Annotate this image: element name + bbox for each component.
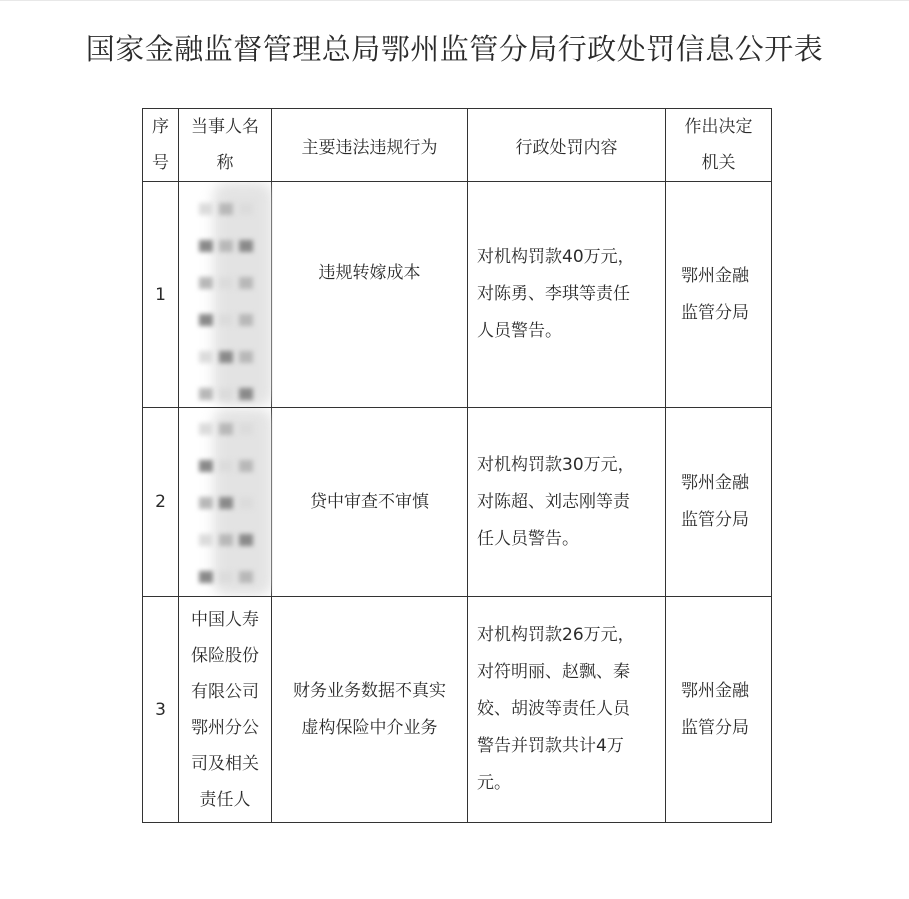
row3-party: 中国人寿 保险股份 有限公司 鄂州分公 司及相关 责任人 — [179, 597, 272, 823]
table-row — [143, 182, 772, 408]
row1-violation: 违规转嫁成本 — [272, 182, 468, 408]
row3-authority: 鄂州金融 监管分局 — [666, 597, 772, 823]
header-party: 当事人名 称 — [179, 109, 272, 182]
row3-penalty: 对机构罚款26万元， 对符明丽、赵飘、秦 姣、胡波等责任人员 警告并罚款共计4万 元。 — [468, 597, 666, 823]
table-row — [143, 408, 772, 597]
row1-penalty: 对机构罚款40万元， 对陈勇、李琪等责任 人员警告。 — [468, 182, 666, 408]
header-authority: 作出决定 机关 — [666, 109, 772, 182]
table-row — [143, 597, 772, 823]
table-header-row — [143, 109, 772, 182]
row1-authority: 鄂州金融 监管分局 — [666, 182, 772, 408]
header-penalty: 行政处罚内容 — [468, 109, 666, 182]
row3-seq: 3 — [143, 597, 179, 823]
redacted-party-name — [179, 408, 273, 596]
redacted-party-name — [179, 182, 273, 407]
penalty-table — [142, 108, 772, 823]
row3-violation: 财务业务数据不真实 虚构保险中介业务 — [272, 597, 468, 823]
page-title: 国家金融监督管理总局鄂州监管分局行政处罚信息公开表 — [85, 32, 824, 66]
row1-seq: 1 — [143, 182, 179, 408]
row1-party-redacted — [179, 182, 272, 408]
row2-violation: 贷中审查不审慎 — [272, 408, 468, 597]
row2-penalty: 对机构罚款30万元， 对陈超、刘志刚等责 任人员警告。 — [468, 408, 666, 597]
row2-seq: 2 — [143, 408, 179, 597]
header-seq: 序 号 — [143, 109, 179, 182]
row2-authority: 鄂州金融 监管分局 — [666, 408, 772, 597]
row2-party-redacted — [179, 408, 272, 597]
header-violation: 主要违法违规行为 — [272, 109, 468, 182]
